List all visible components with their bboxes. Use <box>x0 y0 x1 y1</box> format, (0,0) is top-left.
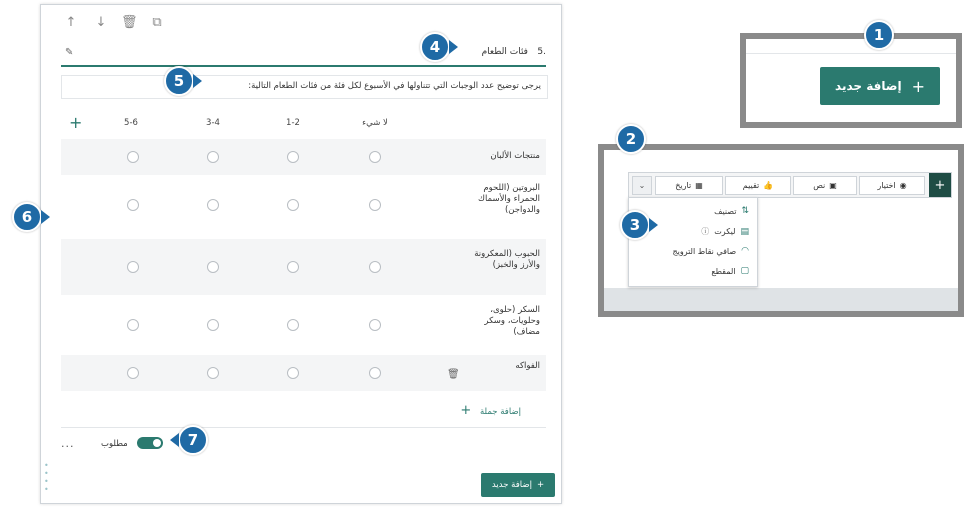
add-new-button[interactable] <box>820 67 940 105</box>
add-new-highlight-box <box>740 33 962 128</box>
more-options-icon[interactable]: ... <box>61 437 75 450</box>
callout-4-pointer <box>449 40 458 54</box>
trash-icon[interactable]: 🗑 <box>121 15 138 30</box>
row-label: البروتين (اللحوم الحمراء والأسماك والدواجن) <box>477 183 540 215</box>
plus-icon: + <box>536 480 545 490</box>
column-header-1-2: 1-2 <box>286 118 300 128</box>
radio-option[interactable] <box>287 367 299 379</box>
callout-7: 7 <box>178 425 208 455</box>
divider-line <box>746 53 956 54</box>
dropdown-item-ranking[interactable] <box>714 206 749 216</box>
radio-option[interactable] <box>127 367 139 379</box>
add-column-button[interactable]: + <box>69 113 83 132</box>
likert-row <box>61 297 546 353</box>
callout-7-pointer <box>170 433 179 447</box>
type-date-label: تاريخ <box>675 181 692 190</box>
copy-icon[interactable]: ⧉ <box>152 15 162 30</box>
dropdown-label: ليكرت <box>714 227 736 236</box>
radio-option[interactable] <box>207 367 219 379</box>
plus-icon: + <box>460 403 472 418</box>
likert-row <box>61 177 546 237</box>
callout-3: 3 <box>620 210 650 240</box>
column-header-5-6: 5-6 <box>124 118 138 128</box>
radio-option[interactable] <box>127 261 139 273</box>
dropdown-item-section[interactable] <box>711 266 749 276</box>
add-new-button-small[interactable] <box>481 473 555 497</box>
radio-icon: ◉ <box>899 181 907 190</box>
radio-option[interactable] <box>207 319 219 331</box>
likert-row <box>61 355 546 391</box>
type-rating-button[interactable] <box>725 176 791 195</box>
radio-option[interactable] <box>369 319 381 331</box>
thumb-icon: 👍 <box>763 181 774 190</box>
dropdown-label: صافي نقاط الترويج <box>672 246 737 256</box>
chevron-down-icon[interactable]: ⌄ <box>632 176 652 195</box>
callout-6-pointer <box>41 210 50 224</box>
column-header-none: لا شيء <box>362 118 388 128</box>
radio-option[interactable] <box>207 199 219 211</box>
radio-option[interactable] <box>127 199 139 211</box>
type-date-button[interactable] <box>655 176 723 195</box>
callout-2: 2 <box>616 124 646 154</box>
dropdown-item-likert[interactable] <box>701 226 749 237</box>
radio-option[interactable] <box>369 261 381 273</box>
text-box-icon: ▣ <box>829 181 837 190</box>
footer-divider <box>61 427 546 428</box>
plus-icon: + <box>911 76 925 96</box>
likert-row <box>61 139 546 175</box>
add-statement-button[interactable] <box>460 403 521 418</box>
column-header-3-4: 3-4 <box>206 118 220 128</box>
callout-3-pointer <box>649 218 658 232</box>
row-label: منتجات الألبان <box>490 151 540 161</box>
radio-option[interactable] <box>127 319 139 331</box>
calendar-icon: ▦ <box>695 181 703 190</box>
section-icon: ▢ <box>740 266 749 276</box>
dropdown-item-nps[interactable] <box>672 246 749 256</box>
type-choice-label: اختيار <box>877 181 896 190</box>
required-label: مطلوب <box>101 439 128 449</box>
question-type-bar <box>628 172 952 198</box>
question-title-field[interactable] <box>61 43 546 67</box>
type-text-button[interactable] <box>793 176 857 195</box>
radio-option[interactable] <box>287 199 299 211</box>
callout-4: 4 <box>420 32 450 62</box>
required-toggle[interactable] <box>137 437 163 449</box>
question-number: 5. <box>537 47 546 57</box>
radio-option[interactable] <box>369 199 381 211</box>
arrow-down-icon[interactable]: ↓ <box>95 15 107 30</box>
row-label: السكر (حلوى، وحلويات، وسكر مضاف) <box>484 305 540 337</box>
question-editor-panel <box>40 4 562 504</box>
radio-option[interactable] <box>207 261 219 273</box>
row-label: الحبوب (المعكرونة والأرز والخبز) <box>474 249 540 270</box>
radio-option[interactable] <box>287 319 299 331</box>
question-subtitle: يرجى توضيح عدد الوجبات التي تتناولها في الأسبوع لكل فئة من فئات الطعام التالية: <box>248 81 541 91</box>
question-subtitle-field[interactable] <box>61 75 548 99</box>
type-rating-label: تقييم <box>742 181 760 190</box>
sort-icon: ⇅ <box>741 206 749 216</box>
add-new-label: إضافة جديد <box>491 480 532 490</box>
callout-5-pointer <box>193 74 202 88</box>
dotted-connector: • • • • <box>44 461 49 494</box>
add-new-label: إضافة جديد <box>835 79 902 93</box>
info-icon: ⓘ <box>701 227 710 236</box>
radio-option[interactable] <box>287 261 299 273</box>
callout-5: 5 <box>164 66 194 96</box>
radio-option[interactable] <box>287 151 299 163</box>
edit-icon[interactable]: ✎ <box>65 47 74 58</box>
type-choice-button[interactable] <box>859 176 925 195</box>
question-type-dropdown <box>628 197 758 287</box>
radio-option[interactable] <box>127 151 139 163</box>
radio-option[interactable] <box>369 367 381 379</box>
radio-option[interactable] <box>369 151 381 163</box>
dropdown-label: المقطع <box>711 266 736 276</box>
gauge-icon: ◠ <box>741 246 749 256</box>
grid-icon: ▤ <box>740 226 749 237</box>
delete-row-icon[interactable]: 🗑 <box>447 369 460 380</box>
row-label: الفواكه <box>515 361 540 371</box>
add-statement-label: إضافة جملة <box>479 407 521 417</box>
arrow-up-icon[interactable]: ↑ <box>65 15 77 30</box>
type-bar-plus-button[interactable]: + <box>929 173 951 197</box>
toggle-knob <box>153 439 161 447</box>
dropdown-label: تصنيف <box>714 206 737 216</box>
radio-option[interactable] <box>207 151 219 163</box>
question-title: فئات الطعام <box>481 47 528 57</box>
callout-6: 6 <box>12 202 42 232</box>
gray-strip <box>604 288 958 311</box>
likert-row <box>61 239 546 295</box>
type-text-label: نص <box>813 181 826 190</box>
callout-1: 1 <box>864 20 894 50</box>
